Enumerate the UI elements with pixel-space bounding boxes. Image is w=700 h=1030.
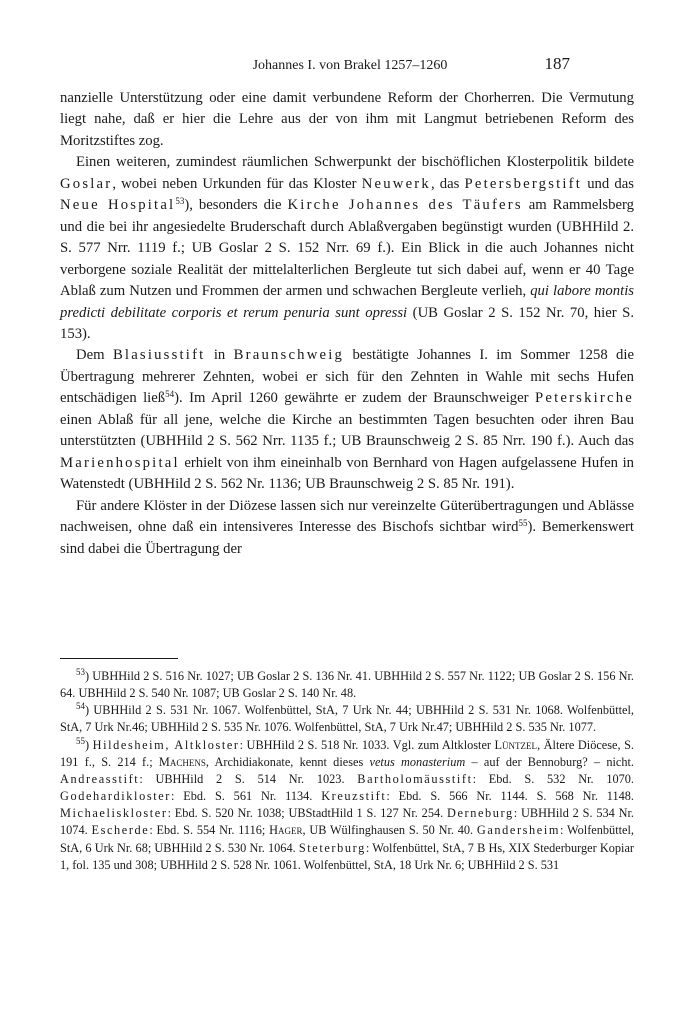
- footnote-text: ) UBHHild 2 S. 531 Nr. 1067. Wolfenbüttel, StA, 7 Urk Nr. 44; UBHHild 2 S. 531 Nr. 1068. Wolfenbüttel, StA, 7 Urk Nr.46; UBHHild 2 S. 535 Nr. 1076. Wolfenbüttel, StA, 7 Urk Nr.47; UBHHild 2 S. 535 Nr. 1077.: [60, 703, 634, 735]
- spaced-place-derneburg: Derneburg: [447, 806, 514, 821]
- main-text: [60, 88, 634, 560]
- spaced-place-steterburg: Steterburg: [298, 840, 366, 855]
- text-run: : Ebd. S. 520 Nr. 1038; UBStadtHild 1 S. 127 Nr. 254.: [167, 806, 448, 821]
- text-run: in: [205, 347, 234, 364]
- text-run: : UBHHild 2 S. 534 Nr. 1074.: [60, 806, 634, 838]
- spaced-name-peterskirche: Peterskirche: [535, 390, 634, 407]
- running-head: [0, 54, 700, 78]
- spaced-name-petersbergstift: Petersbergstift: [464, 175, 583, 192]
- text-run: ): [85, 737, 93, 752]
- spaced-name-kirche-johannes: Kirche Johannes des Täufers: [287, 197, 523, 214]
- text-run: : UBHHild 2 S. 514 Nr. 1023.: [139, 771, 358, 786]
- page-number: 187: [544, 54, 570, 73]
- spaced-name-neuwerk: Neuwerk: [361, 175, 431, 192]
- text-run: Dem: [76, 347, 113, 364]
- footnote-number: 54: [76, 701, 85, 712]
- text-run: , wobei neben Urkunden für das Kloster: [112, 175, 362, 192]
- spaced-place-escherde: Escherde: [91, 823, 150, 838]
- spaced-place-andreasstift: Andreasstift: [60, 771, 140, 786]
- footnote-53: [60, 668, 634, 702]
- spaced-name-neue-hospital: Neue Hospital: [60, 197, 176, 214]
- footnote-54: [60, 702, 634, 736]
- footnote-divider: [60, 658, 178, 659]
- footnote-number: 53: [76, 667, 85, 677]
- footnote-number: 55: [76, 735, 85, 746]
- spaced-place-kreuzstift: Kreuzstift: [321, 789, 387, 804]
- paragraph-3: [60, 345, 634, 495]
- text-run: bestätigte Johannes I. im Sommer 1258 die Übertragung mehrerer Zehnten, wobei er sich für den Zehnten in Wahle mit sechs Hufen entschädigen ließ: [60, 347, 634, 407]
- author-luentzel: Lüntzel: [494, 737, 538, 752]
- spaced-place-michaeliskloster: Michaeliskloster: [60, 806, 168, 821]
- text-run: : Wolfenbüttel, StA, 6 Urk Nr. 68; UBHHild 2 S. 530 Nr. 1064.: [60, 823, 634, 855]
- spaced-place-godehardikloster: Godehardikloster: [60, 789, 171, 804]
- paragraph-2: [60, 152, 634, 345]
- spaced-name-blasiusstift: Blasiusstift: [112, 347, 206, 364]
- text-run: , das: [430, 175, 465, 192]
- text-run: , Archidiakonate, kennt dieses: [205, 754, 370, 769]
- footnote-ref-55[interactable]: 55: [518, 518, 528, 529]
- text-run: ), besonders die: [184, 197, 288, 214]
- text-run: : Ebd. S. 554 Nr. 1116;: [149, 823, 270, 838]
- text-run: : Ebd. S. 532 Nr. 1070.: [472, 771, 634, 786]
- text-run: (UB Goslar 2 S. 152 Nr. 70, hier S. 153).: [60, 304, 634, 342]
- text-run: am Rammelsberg und die bei ihr angesiedelte Bruderschaft durch Ablaßvergaben begünstigt wurden (UBHHild 2. S. 577 Nrr. 1119 f.; UB Goslar 2 S. 152 Nrr. 69 f.). Ein Blick in die auch Johannes nicht verborgene soziale Realität der mittelalterlichen Bergleute tut sich dabei auf, wenn er 40 Tage Ablaß zum Nutzen und Frommen der armen und schwachen Bergleute verlieh,: [60, 197, 634, 300]
- spaced-place-gandersheim: Gandersheim: [476, 823, 561, 838]
- text-run: : Ebd. S. 561 Nr. 1134.: [170, 789, 322, 804]
- text-run: : UBHHild 2 S. 518 Nr. 1033. Vgl. zum Altkloster: [239, 737, 495, 752]
- running-title: Johannes I. von Brakel 1257–1260: [252, 58, 448, 73]
- text-run: ). Im April 1260 gewährte er zudem der Braunschweiger: [174, 390, 535, 407]
- author-machens: Machens: [158, 754, 206, 769]
- text-run: einen Ablaß für all jene, welche die Kirche an bestimmten Tagen besuchten oder ihren Bau unterstützten (UBHHild 2 S. 562 Nrr. 1135 f.; UB Braunschweig 2 S. 85 Nrr. 190 f.). Auch das: [60, 411, 634, 450]
- footnote-text: ) UBHHild 2 S. 516 Nr. 1027; UB Goslar 2 S. 136 Nr. 41. UBHHild 2 S. 557 Nr. 1122; UB Goslar 2 S. 156 Nr. 64. UBHHild 2 S. 540 Nr. 1087; UB Goslar 2 S. 140 Nr. 48.: [60, 669, 634, 701]
- footnote-55: [60, 737, 634, 874]
- footnotes: [60, 668, 634, 874]
- paragraph-1: nanzielle Unterstützung oder eine damit verbundene Reform der Chorherren. Die Vermutung liegt nahe, daß er hier die Lehre aus der von ihm mit Langmut betriebenen Reform des Moritzstiftes zog.: [60, 90, 634, 149]
- text-run: : Ebd. S. 566 Nr. 1144. S. 568 Nr. 1148.: [386, 789, 635, 804]
- text-run: Einen weiteren, zumindest räumlichen Schwerpunkt der bischöflichen Klosterpolitik bildete: [76, 154, 634, 171]
- text-run: und das: [582, 175, 634, 192]
- paragraph-4: [60, 496, 634, 560]
- text-run: ). Bemerkenswert sind dabei die Übertragung der: [60, 519, 634, 557]
- spaced-place-hildesheim: Hildesheim, Altkloster: [92, 737, 240, 752]
- footnote-ref-54[interactable]: 54: [165, 389, 175, 400]
- spaced-name-braunschweig: Braunschweig: [233, 347, 345, 364]
- spaced-name-goslar: Goslar: [60, 175, 113, 192]
- latin-term: vetus monasterium: [369, 754, 466, 769]
- text-run: Für andere Klöster in der Diözese lassen sich nur vereinzelte Güterübertragungen und Ablässe nachweisen, ohne daß ein intensiveres Interesse des Bischofs sichtbar wird: [60, 497, 634, 536]
- text-run: : Wolfenbüttel, StA, 7 B Hs, XIX Stederburger Kopiar 1, fol. 135 und 308; UBHHild 2 S. 528 Nr. 1061. Wolfenbüttel, StA, 18 Urk Nr. 6; UBHHild 2 S. 531: [60, 840, 634, 872]
- text-run: , UB Wülfinghausen S. 50 Nr. 40.: [302, 823, 477, 838]
- text-run: erhielt von ihm eineinhalb von Bernhard von Hagen aufgelassene Hufen in Watenstedt (UBHHild 2 S. 562 Nr. 1136; UB Braunschweig 2 S. 85 Nr. 191).: [60, 454, 634, 493]
- spaced-name-marienhospital: Marienhospital: [60, 454, 180, 471]
- text-run: – auf der Bennoburg? – nicht.: [465, 754, 634, 769]
- author-hager: Hager: [269, 823, 303, 838]
- latin-quotation: qui labore montis predicti debilitate corporis et rerum penuria sunt opressi: [60, 283, 634, 321]
- text-run: , Ältere Diöcese, S. 191 f., S. 214 f.;: [60, 737, 635, 769]
- footnote-ref-53[interactable]: 53: [175, 196, 185, 207]
- spaced-place-bartholomaeusstift: Bartholomäusstift: [357, 771, 473, 786]
